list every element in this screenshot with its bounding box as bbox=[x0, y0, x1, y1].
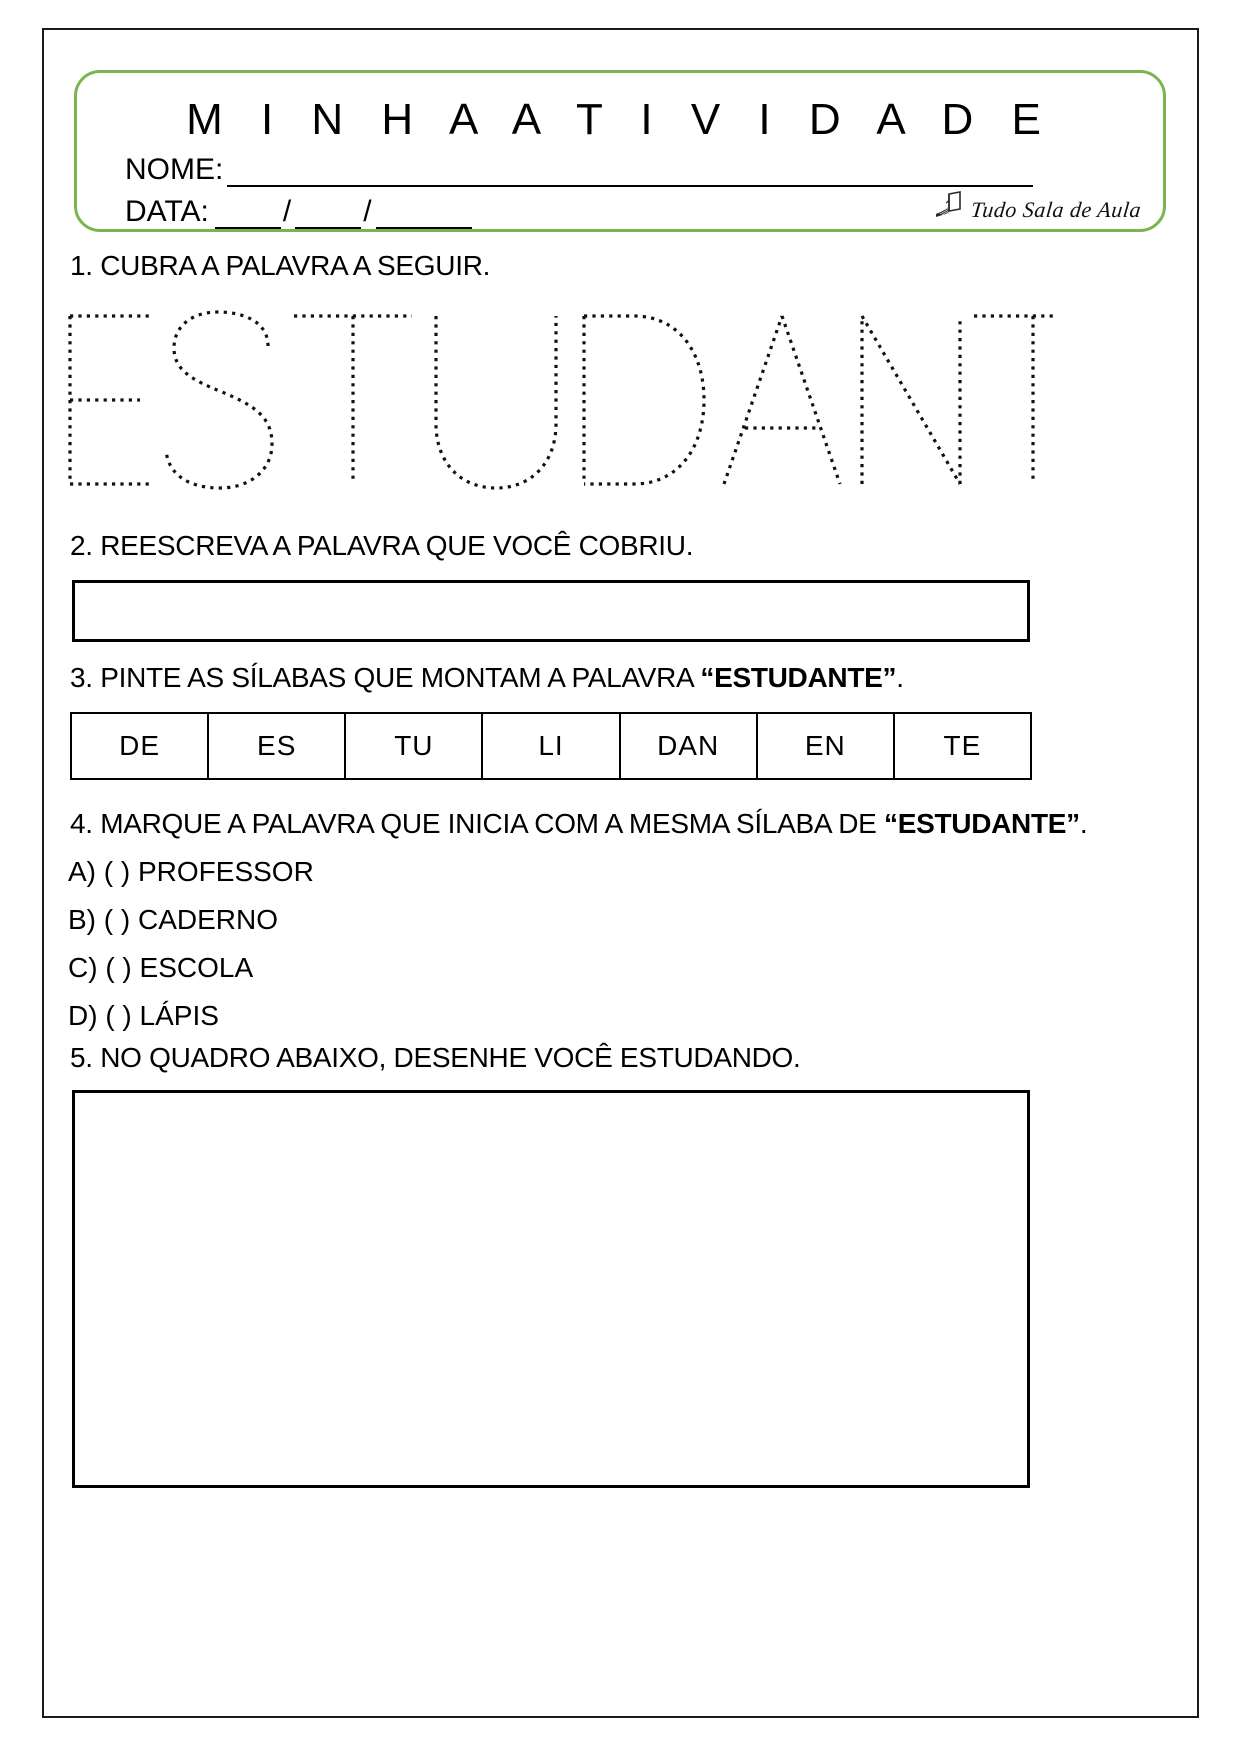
date-label: DATA: bbox=[125, 195, 209, 228]
brand-logo bbox=[933, 190, 1141, 223]
question-4-prefix: 4. MARQUE A PALAVRA QUE INICIA COM A MESMA SÍLABA DE bbox=[70, 808, 885, 839]
question-4-text bbox=[70, 808, 1087, 840]
date-month-line[interactable] bbox=[295, 205, 361, 229]
name-input-line[interactable] bbox=[227, 163, 1033, 187]
syllable-cell-3[interactable]: LI bbox=[482, 713, 619, 779]
alternative-a-letter: A) bbox=[68, 856, 96, 887]
question-3-prefix: 3. PINTE AS SÍLABAS QUE MONTAM A PALAVRA bbox=[70, 662, 701, 693]
drawing-area-box[interactable] bbox=[72, 1090, 1030, 1488]
alternative-c[interactable] bbox=[68, 952, 253, 984]
alternative-d-label: LÁPIS bbox=[139, 1000, 219, 1031]
alternative-c-label: ESCOLA bbox=[139, 952, 254, 983]
date-year-line[interactable] bbox=[376, 205, 472, 229]
alternative-b-letter: B) bbox=[68, 904, 96, 935]
alternative-d-letter: D) bbox=[68, 1000, 98, 1031]
syllable-cell-2[interactable]: TU bbox=[345, 713, 482, 779]
syllable-cell-6[interactable]: TE bbox=[894, 713, 1031, 779]
open-book-icon bbox=[933, 190, 967, 223]
date-separator-1: / bbox=[282, 195, 292, 228]
date-field-row bbox=[125, 195, 472, 229]
alternative-b-label: CADERNO bbox=[138, 904, 279, 935]
tracing-word-estudante[interactable] bbox=[56, 300, 1056, 500]
alternative-a[interactable] bbox=[68, 856, 314, 888]
page-title: M I N H A A T I V I D A D E bbox=[186, 95, 1054, 144]
name-label: NOME: bbox=[125, 153, 224, 186]
header-card bbox=[74, 70, 1166, 232]
question-4-word: “ESTUDANTE” bbox=[884, 808, 1080, 839]
alternative-c-checkbox[interactable]: ( ) bbox=[105, 952, 132, 983]
date-separator-2: / bbox=[363, 195, 372, 228]
brand-name: Tudo Sala de Aula bbox=[969, 197, 1143, 222]
alternative-d-checkbox[interactable]: ( ) bbox=[105, 1000, 132, 1031]
syllable-cell-4[interactable]: DAN bbox=[620, 713, 757, 779]
tracing-word-area[interactable] bbox=[56, 300, 1056, 500]
syllable-cell-1[interactable]: ES bbox=[208, 713, 345, 779]
alternative-b-checkbox[interactable]: ( ) bbox=[103, 904, 131, 935]
question-3-word: “ESTUDANTE” bbox=[700, 662, 897, 693]
alternative-c-letter: C) bbox=[68, 952, 98, 983]
name-field-row bbox=[125, 153, 1033, 187]
alternative-a-checkbox[interactable]: ( ) bbox=[103, 856, 131, 887]
alternative-a-label: PROFESSOR bbox=[138, 856, 314, 887]
question-3-suffix: . bbox=[896, 662, 904, 693]
table-row bbox=[71, 713, 1031, 779]
syllable-cell-5[interactable]: EN bbox=[757, 713, 894, 779]
question-3-text bbox=[70, 662, 904, 694]
syllable-table bbox=[70, 712, 1032, 780]
answer-input-box[interactable] bbox=[72, 580, 1030, 642]
date-day-line[interactable] bbox=[215, 205, 281, 229]
question-2-text: 2. REESCREVA A PALAVRA QUE VOCÊ COBRIU. bbox=[70, 530, 694, 561]
question-4-suffix: . bbox=[1079, 808, 1088, 839]
alternative-d[interactable] bbox=[68, 1000, 219, 1032]
question-1-text: 1. CUBRA A PALAVRA A SEGUIR. bbox=[70, 250, 491, 281]
question-5-text: 5. NO QUADRO ABAIXO, DESENHE VOCÊ ESTUDANDO. bbox=[70, 1042, 801, 1073]
syllable-cell-0[interactable]: DE bbox=[71, 713, 208, 779]
alternative-b[interactable] bbox=[68, 904, 278, 936]
